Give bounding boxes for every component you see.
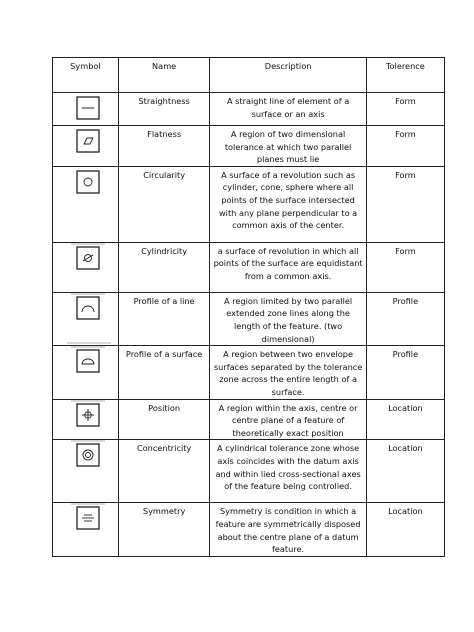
symbol-cell — [53, 242, 119, 292]
gdt-symbols-table — [52, 57, 445, 557]
description-cell: A region limited by two parallel extended zone lines along the length of the feature. (two dimensional) — [210, 292, 366, 345]
description-cell: A region within the axis, centre or centre plane of a feature of theoretically exact position — [210, 399, 366, 440]
profile-of-a-surface-icon — [53, 346, 118, 399]
symbol-cell — [53, 126, 119, 167]
table-header-row — [53, 58, 445, 93]
position-icon — [53, 400, 118, 440]
tolerance-cell: Location — [366, 440, 444, 503]
name-cell: Symmetry — [118, 503, 210, 556]
header-symbol: Symbol — [53, 58, 119, 93]
description-cell: a surface of revolution in which all points of the surface are equidistant from a common axis. — [210, 242, 366, 292]
description-cell: A region between two envelope surfaces separated by the tolerance zone across the entire length of a surface. — [210, 346, 366, 399]
tolerance-cell: Profile — [366, 292, 444, 345]
description-cell: Symmetry is condition in which a feature are symmetrically disposed about the centre plane of a datum feature. — [210, 503, 366, 556]
symbol-cell — [53, 503, 119, 556]
table-row — [53, 346, 445, 399]
tolerance-cell: Location — [366, 399, 444, 440]
name-cell: Position — [118, 399, 210, 440]
tolerance-cell: Profile — [366, 346, 444, 399]
name-cell: Cylindricity — [118, 242, 210, 292]
table-row — [53, 440, 445, 503]
tolerance-cell: Form — [366, 126, 444, 167]
circularity-icon — [53, 167, 118, 243]
header-tolerance: Tolerence — [366, 58, 444, 93]
symbol-cell — [53, 93, 119, 126]
header-description: Description — [210, 58, 366, 93]
concentricity-icon — [53, 440, 118, 503]
symmetry-icon — [53, 503, 118, 556]
symbol-cell — [53, 292, 119, 345]
straightness-icon — [53, 93, 118, 126]
cylindricity-icon — [53, 243, 118, 293]
name-cell: Profile of a surface — [118, 346, 210, 399]
description-cell: A surface of a revolution such as cylinder, cone, sphere where all points of the surface intersected with any plane perpendicular to a common axis of the center. — [210, 166, 366, 242]
header-name: Name — [118, 58, 210, 93]
profile-of-a-line-icon — [53, 293, 118, 346]
name-cell: Concentricity — [118, 440, 210, 503]
table-row — [53, 292, 445, 345]
description-cell: A region of two dimensional tolerance at which two parallel planes must lie — [210, 126, 366, 167]
tolerance-cell: Form — [366, 166, 444, 242]
tolerance-cell: Location — [366, 503, 444, 556]
name-cell: Profile of a line — [118, 292, 210, 345]
description-cell: A straight line of element of a surface or an axis — [210, 93, 366, 126]
symbol-cell — [53, 166, 119, 242]
tolerance-cell: Form — [366, 93, 444, 126]
table-row — [53, 93, 445, 126]
table-row — [53, 166, 445, 242]
symbol-cell — [53, 399, 119, 440]
name-cell: Circularity — [118, 166, 210, 242]
name-cell: Straightness — [118, 93, 210, 126]
name-cell: Flatness — [118, 126, 210, 167]
table-row — [53, 242, 445, 292]
symbol-cell — [53, 346, 119, 399]
symbol-cell — [53, 440, 119, 503]
table-row — [53, 503, 445, 556]
tolerance-cell: Form — [366, 242, 444, 292]
table-row — [53, 126, 445, 167]
flatness-icon — [53, 126, 118, 166]
table-row — [53, 399, 445, 440]
description-cell: A cylindrical tolerance zone whose axis coincides with the datum axis and within lied cross-sectional axes of the feature being controlled. — [210, 440, 366, 503]
